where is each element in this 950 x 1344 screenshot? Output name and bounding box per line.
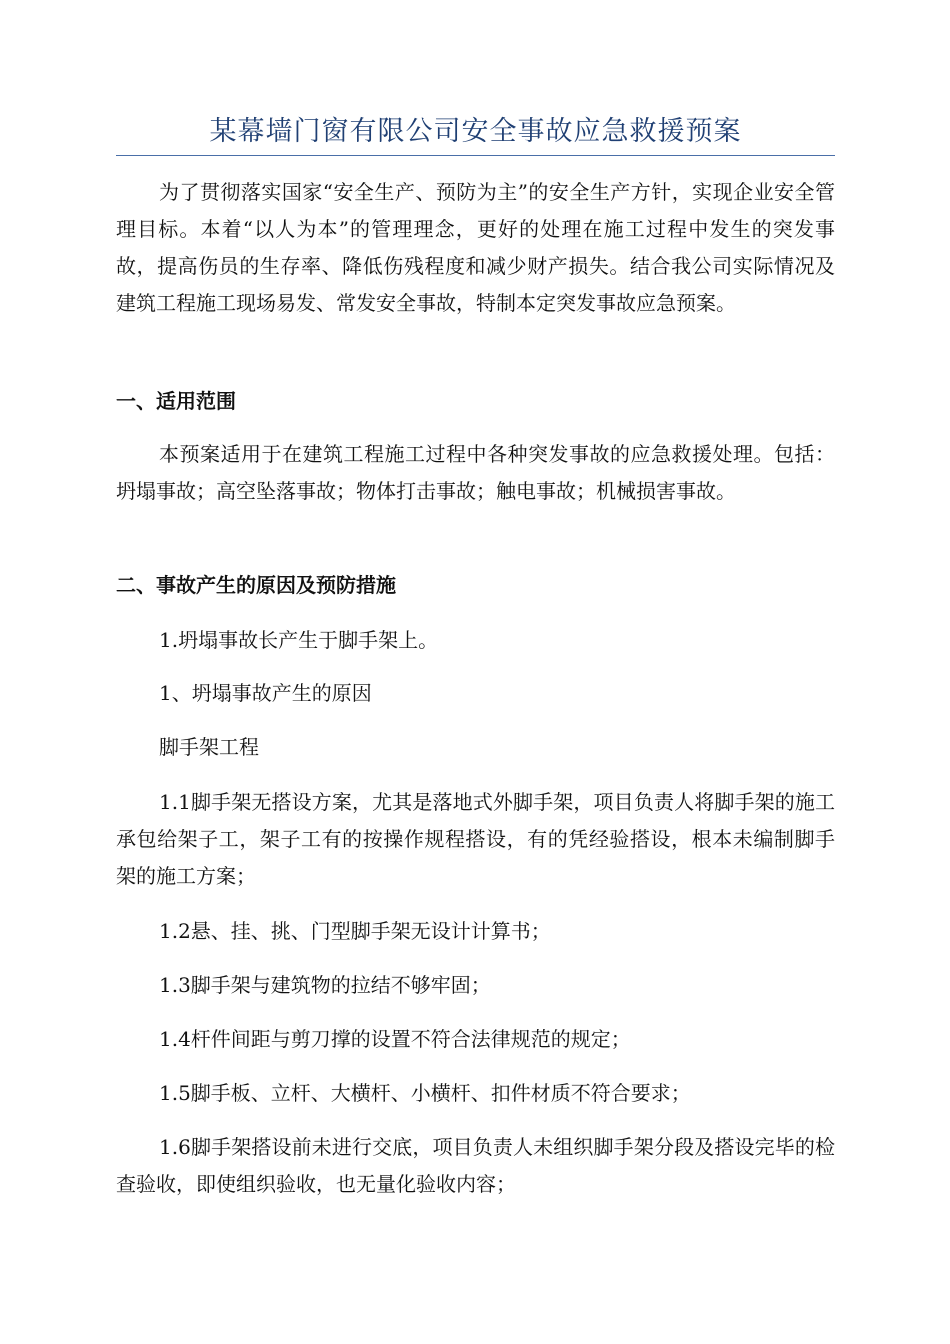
intro-paragraph: 为了贯彻落实国家“安全生产、预防为主”的安全生产方针，实现企业安全管理目标。本着“以人为本”的管理理念，更好的处理在施工过程中发生的突发事故，提高伤员的生存率、降低伤残程度和减少财产损失。结合我公司实际情况及建筑工程施工现场易发、常发安全事故，特制本定突发事故应急预案。	[116, 180, 835, 315]
document-title: 某幕墙门窗有限公司安全事故应急救援预案	[209, 116, 742, 147]
scaffold-works-subheading: 脚手架工程	[159, 735, 259, 759]
list-item: 1.6脚手架搭设前未进行交底，项目负责人未组织脚手架分段及搭设完毕的检查验收，即使组织验收，也无量化验收内容；	[116, 1135, 835, 1196]
list-item: 1.1脚手架无搭设方案，尤其是落地式外脚手架，项目负责人将脚手架的施工承包给架子工，架子工有的按操作规程搭设，有的凭经验搭设，根本未编制脚手架的施工方案；	[116, 790, 835, 888]
title-underline	[116, 155, 835, 156]
collapse-origin-paragraph: 1.坍塌事故长产生于脚手架上。	[159, 628, 439, 652]
collapse-causes-subheading: 1、坍塌事故产生的原因	[159, 681, 372, 705]
section-1-heading: 一、适用范围	[116, 389, 236, 413]
section-1-body: 本预案适用于在建筑工程施工过程中各种突发事故的应急救援处理。包括：坍塌事故；高空坠落事故；物体打击事故；触电事故；机械损害事故。	[116, 442, 835, 503]
list-item: 1.5脚手板、立杆、大横杆、小横杆、扣件材质不符合要求；	[159, 1081, 691, 1105]
list-item: 1.2悬、挂、挑、门型脚手架无设计计算书；	[159, 919, 551, 943]
list-item: 1.3脚手架与建筑物的拉结不够牢固；	[159, 973, 491, 997]
list-item: 1.4杆件间距与剪刀撑的设置不符合法律规范的规定；	[159, 1027, 631, 1051]
section-2-heading: 二、事故产生的原因及预防措施	[116, 573, 396, 597]
